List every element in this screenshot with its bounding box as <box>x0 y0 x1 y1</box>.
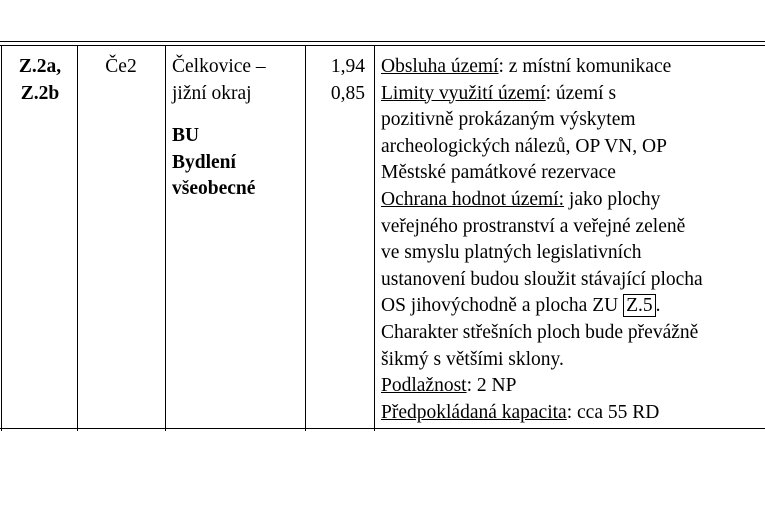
os-line <box>381 293 761 320</box>
column-divider <box>77 45 78 431</box>
obsluha-text: : z místní komunikace <box>498 56 672 77</box>
description-cell <box>381 54 761 426</box>
table-top-rule-inner <box>0 45 765 46</box>
location-name-line: jižní okraj <box>172 82 252 104</box>
size-value: 1,94 <box>330 56 365 77</box>
ochrana-line <box>381 187 761 214</box>
area-code-cell <box>82 54 160 81</box>
kapacita-text: : cca 55 RD <box>566 401 660 423</box>
ochrana-text: jako plochy <box>564 188 661 210</box>
obsluha-line <box>381 54 761 81</box>
table-bottom-rule <box>0 428 765 429</box>
limity-text-line: archeologických nálezů, OP VN, OP <box>381 135 667 157</box>
obsluha-label: Obsluha území <box>381 56 499 77</box>
podlaznost-line <box>381 373 761 400</box>
column-divider <box>374 45 375 431</box>
land-use-name-line: Bydlení <box>172 151 236 173</box>
size-value: 0,85 <box>330 82 365 104</box>
limity-line <box>381 81 761 108</box>
zone-code: Z.2b <box>20 82 60 104</box>
ochrana-text-line: ustanovení budou sloužit stávající plocha <box>381 268 703 290</box>
os-line-prefix: OS jihovýchodně a plocha ZU <box>381 295 624 317</box>
ochrana-text-line: veřejného prostranství a veřejné zeleně <box>381 215 686 237</box>
land-use-code: BU <box>172 125 200 147</box>
ochrana-text-line: ve smyslu platných legislativních <box>381 242 642 264</box>
column-divider <box>165 45 166 431</box>
zone-code: Z.2a, <box>18 56 62 77</box>
land-use-name-line: všeobecné <box>172 178 256 200</box>
kapacita-label: Předpokládaná kapacita <box>381 401 567 423</box>
limity-label: Limity využití území <box>381 82 546 104</box>
ochrana-label: Ochrana hodnot území: <box>381 188 565 210</box>
os-line-suffix: . <box>655 295 661 317</box>
size-cell <box>310 54 365 107</box>
table-top-rule <box>0 41 765 42</box>
podlaznost-text: : 2 NP <box>466 375 517 397</box>
podlaznost-label: Podlažnost <box>381 375 467 397</box>
column-divider <box>305 45 306 431</box>
charakter-line: Charakter střešních ploch bude převážně <box>381 321 699 343</box>
limity-text: : území s <box>545 82 617 104</box>
location-name-line: Čelkovice – <box>172 56 266 77</box>
limity-text-line: Městské památkové rezervace <box>381 162 616 184</box>
zone-code-cell <box>8 54 72 107</box>
zone-reference-box: Z.5 <box>623 294 656 317</box>
location-cell <box>172 54 302 203</box>
limity-text-line: pozitivně prokázaným výskytem <box>381 109 636 131</box>
charakter-line: šikmý s většími sklony. <box>381 348 564 370</box>
area-code: Če2 <box>105 56 137 77</box>
column-divider <box>1 45 2 431</box>
kapacita-line <box>381 400 761 427</box>
